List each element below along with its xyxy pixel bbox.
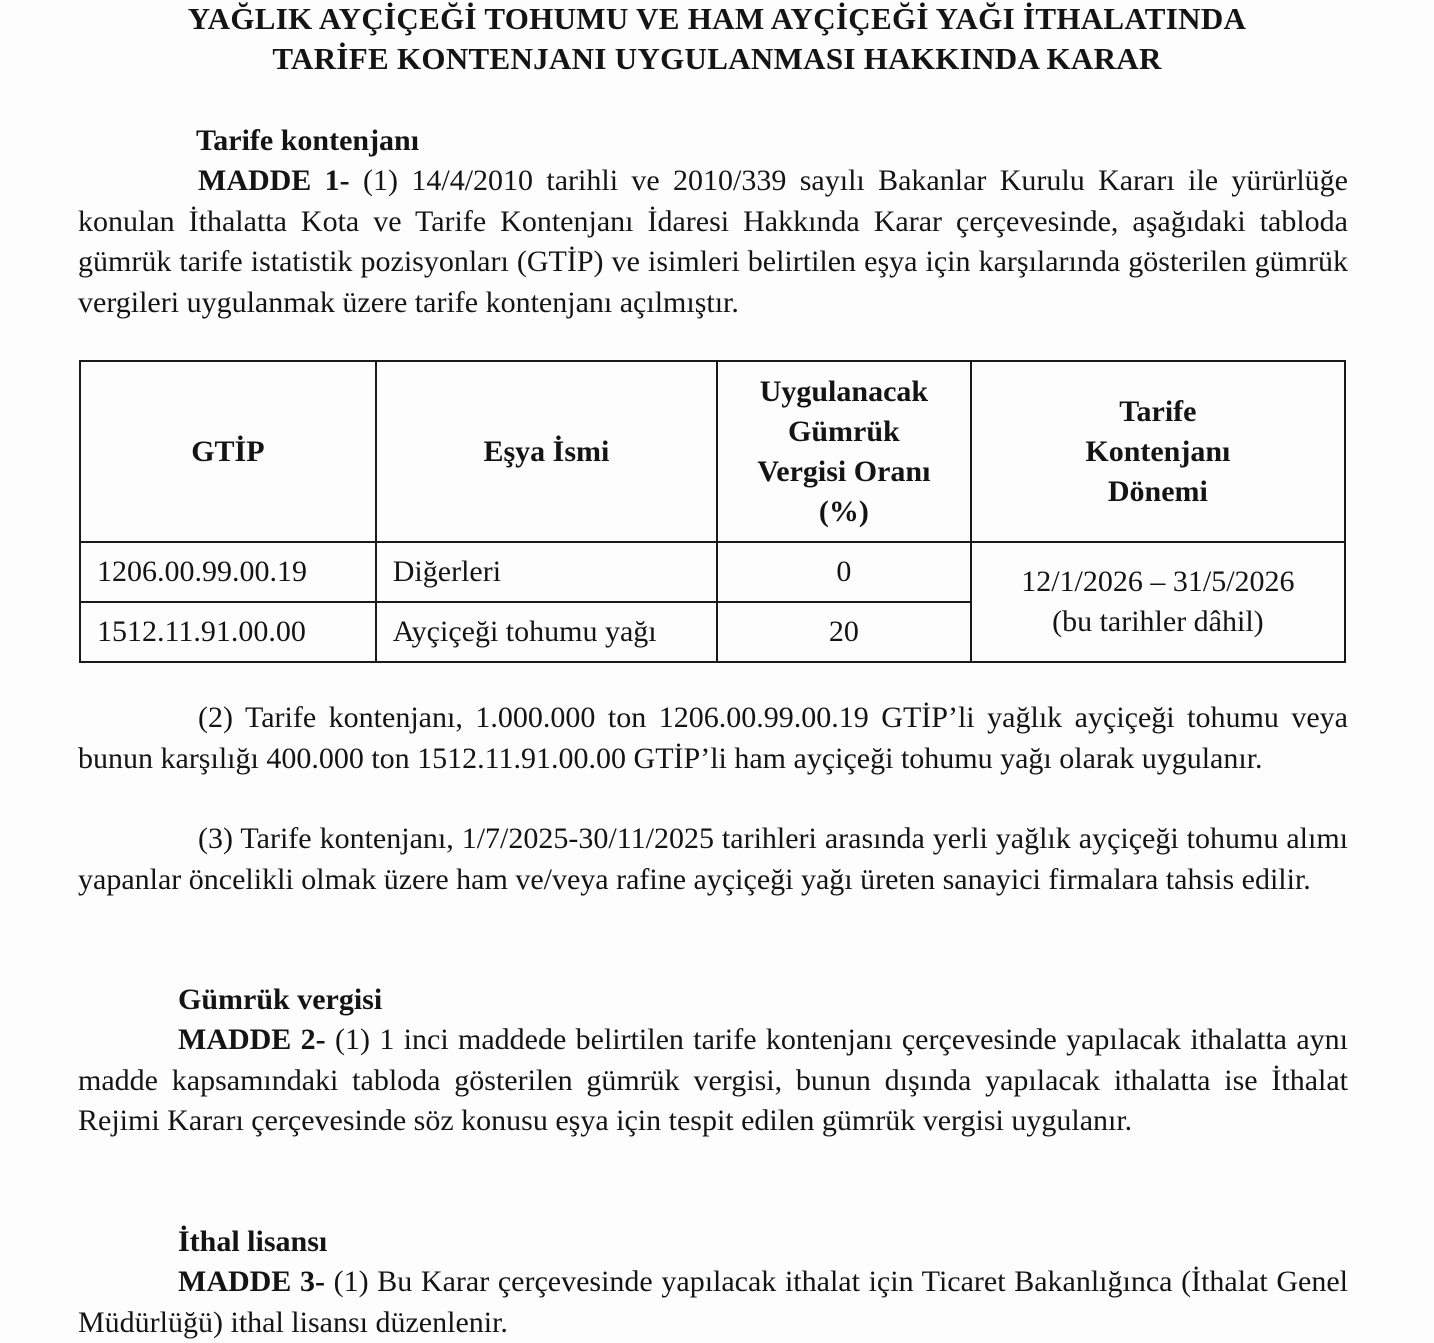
madde2-text: (1) 1 inci maddede belirtilen tarife kontenjanı çerçevesinde yapılacak ithalatta aynı madde kapsamındaki tabloda gösterilen gümrük vergisi, bunun dışında yapılacak ithalatta ise İthalat Rejimi Kararı çerçevesinde söz konusu eşya için tespit edilen gümrük vergisi uygulanır. (78, 1023, 1348, 1137)
tariff-quota-table (79, 360, 1346, 663)
madde2-label: MADDE 2- (178, 1023, 326, 1056)
period-note: (bu tarihler dâhil) (1052, 605, 1264, 638)
madde3-text: (1) Bu Karar çerçevesinde yapılacak ithalat için Ticaret Bakanlığınca (İthalat Genel Müdürlüğü) ithal lisansı düzenlenir. (78, 1265, 1349, 1339)
header-gumruk-vergisi-orani (717, 361, 971, 542)
header-donem-line1: Tarife (1119, 395, 1197, 428)
madde3-paragraph (78, 1262, 1348, 1343)
header-oran-line2: Gümrük (788, 414, 900, 448)
section1-heading: Tarife kontenjanı (196, 124, 420, 157)
table-row (80, 542, 1345, 602)
header-gtip: GTİP (80, 361, 376, 542)
document-title-line1: YAĞLIK AYÇİÇEĞİ TOHUMU VE HAM AYÇİÇEĞİ YAĞI İTHALATINDA (187, 1, 1247, 36)
row1-esya: Diğerleri (376, 542, 717, 602)
row2-oran: 20 (717, 602, 971, 662)
header-esya-ismi: Eşya İsmi (376, 361, 717, 542)
madde1-label: MADDE 1- (198, 164, 350, 197)
madde2-paragraph (78, 1020, 1348, 1142)
madde3-label: MADDE 3- (178, 1265, 325, 1298)
section2-heading: Gümrük vergisi (178, 983, 383, 1016)
madde1-p1-text: (1) 14/4/2010 tarihli ve 2010/339 sayılı Bakanlar Kurulu Kararı ile yürürlüğe konulan İthalatta Kota ve Tarife Kontenjanı İdaresi Hakkında Karar çerçevesinde, aşağıdaki tabloda gümrük tarife istatistik pozisyonları (GTİP) ve isimleri belirtilen eşya için karşılarında gösterilen gümrük vergileri uygulanmak üzere tarife kontenjanı açılmıştır. (78, 164, 1349, 319)
madde1-p3-text: (3) Tarife kontenjanı, 1/7/2025-30/11/2025 tarihleri arasında yerli yağlık ayçiçeği tohumu alımı yapanlar öncelikli olmak üzere ham ve/veya rafine ayçiçeği yağı üreten sanayici firmalara tahsis edilir. (78, 822, 1348, 896)
madde1-paragraph3 (78, 819, 1348, 900)
period-dates: 12/1/2026 – 31/5/2026 (1021, 565, 1295, 598)
header-donem-line3: Dönemi (1107, 475, 1208, 508)
header-donem-line2: Kontenjanı (1085, 435, 1231, 468)
header-oran-line1: Uygulanacak (759, 374, 929, 408)
kontenjan-donemi-cell (971, 542, 1345, 662)
madde1-paragraph2 (78, 698, 1348, 779)
row1-oran: 0 (717, 542, 971, 602)
row2-gtip: 1512.11.91.00.00 (80, 602, 376, 662)
madde1-paragraph1 (78, 161, 1348, 323)
header-oran-line4: (%) (818, 494, 869, 528)
row2-esya: Ayçiçeği tohumu yağı (376, 602, 717, 662)
row1-gtip: 1206.00.99.00.19 (80, 542, 376, 602)
header-oran-line3: Vergisi Oranı (757, 454, 931, 488)
section3-heading: İthal lisansı (178, 1225, 328, 1258)
madde1-p2-text: (2) Tarife kontenjanı, 1.000.000 ton 1206.00.99.00.19 GTİP’li yağlık ayçiçeği tohumu veya bunun karşılığı 400.000 ton 1512.11.91.00.00 GTİP’li ham ayçiçeği tohumu yağı olarak uygulanır. (78, 701, 1348, 775)
header-kontenjan-donemi (971, 361, 1345, 542)
document-title-line2: TARİFE KONTENJANI UYGULANMASI HAKKINDA KARAR (272, 41, 1162, 76)
